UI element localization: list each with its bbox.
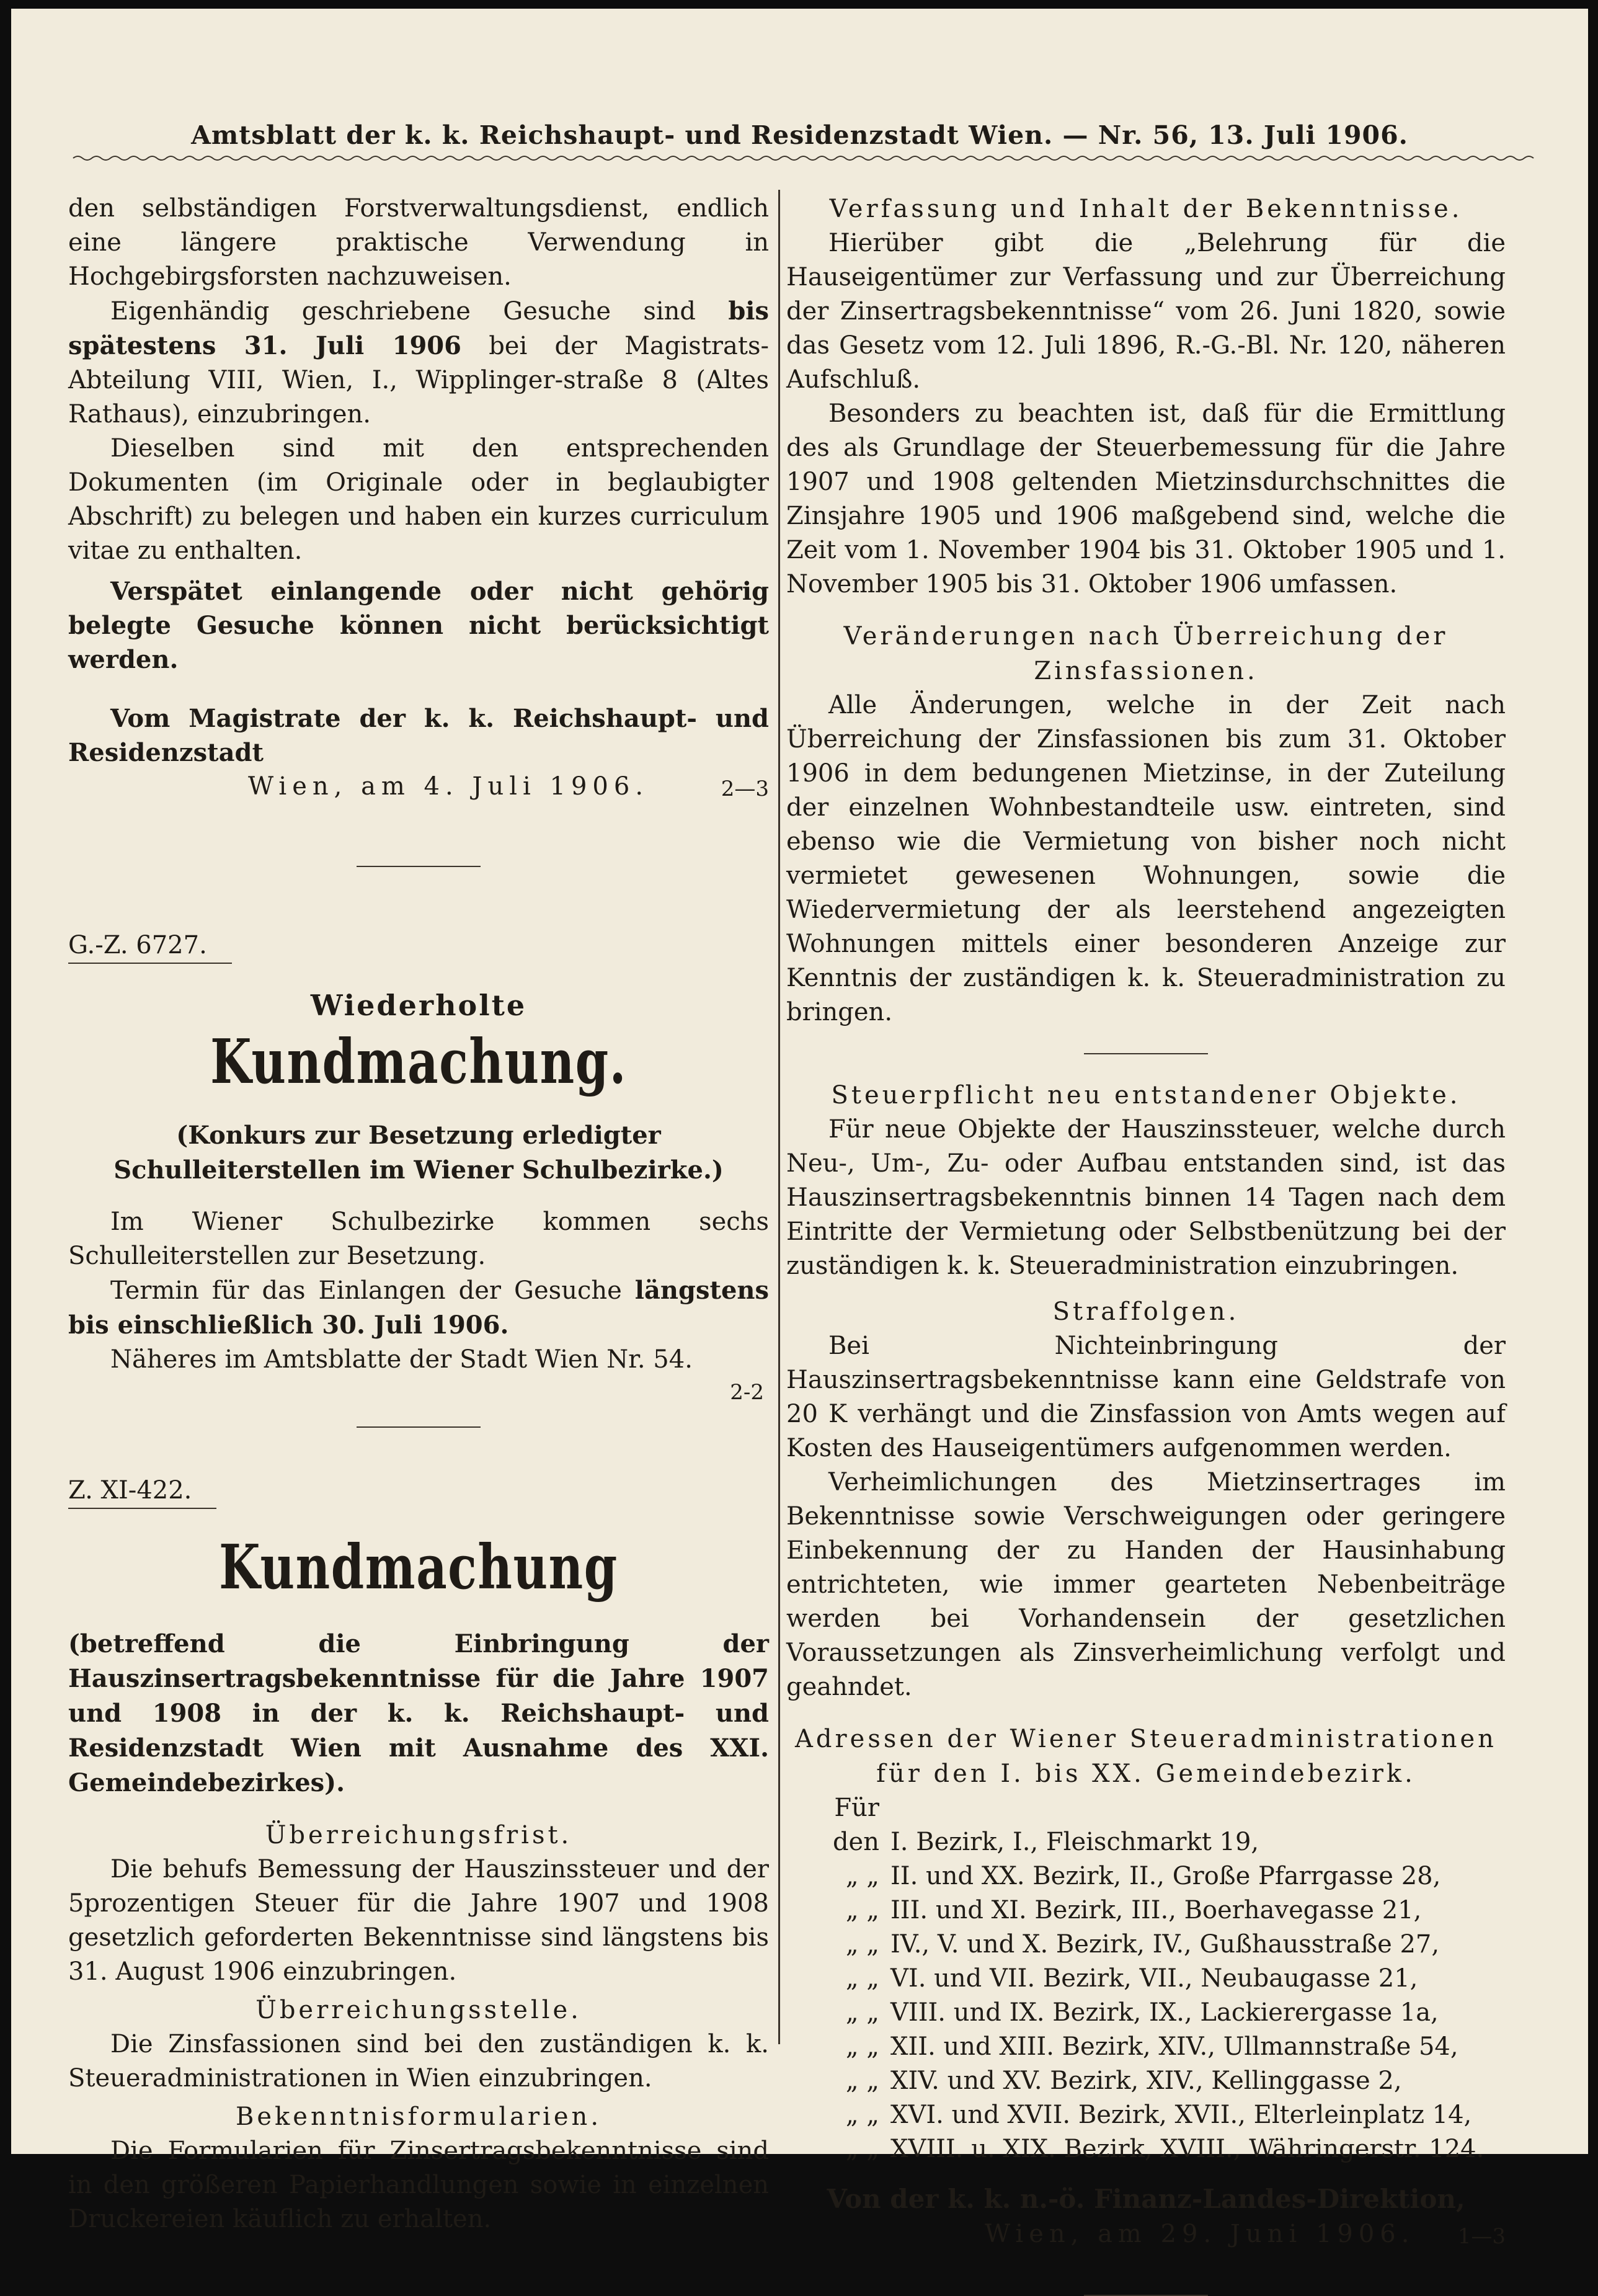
address-row	[786, 2064, 1506, 2098]
address-row	[786, 1962, 1506, 1996]
ditto-mark: „ „	[845, 1930, 879, 1959]
header-title: Amtsblatt der k. k. Reichshaupt- und Residenzstadt Wien. — Nr. 56, 13. Juli 1906.	[191, 120, 1408, 150]
text: Eigenhändig geschriebene Gesuche sind	[110, 297, 729, 326]
paragraph: Näheres im Amtsblatte der Stadt Wien Nr. 54.	[110, 1345, 693, 1374]
issue-number: 1—3	[1457, 2224, 1506, 2249]
section-heading: Überreichungsfrist.	[265, 1821, 572, 1849]
address-row	[786, 2098, 1506, 2132]
address-text: VIII. und IX. Bezirk, IX., Lackierergasse 1a,	[890, 1998, 1439, 2027]
address-row	[786, 1893, 1506, 1928]
separator	[357, 866, 481, 867]
section-heading: Adressen der Wiener Steueradministrationen	[795, 1725, 1497, 1753]
column-divider	[778, 190, 780, 2044]
address-row	[786, 1928, 1506, 1962]
subtitle: (betreffend die Einbringung der Hauszinsertragsbekenntnisse für die Jahre 1907 und 1908 in der k. k. Reichshaupt- und Residenzstadt Wien mit Ausnahme des XXI. Gemeindebezirkes).	[68, 1629, 769, 1797]
address-row	[786, 1996, 1506, 2030]
reference-number: G.-Z. 6727.	[68, 929, 232, 964]
address-text: I. Bezirk, I., Fleischmarkt 19,	[890, 1828, 1259, 1856]
ditto-mark: „ „	[845, 2135, 879, 2163]
paragraph: Die Zinsfassionen sind bei den zuständigen k. k. Steueradministrationen in Wien einzubringen.	[68, 2030, 769, 2093]
address-text: IV., V. und X. Bezirk, IV., Gußhausstraße 27,	[890, 1930, 1440, 1959]
address-list	[786, 1791, 1506, 2166]
date-line	[68, 770, 769, 804]
section-heading: Steuerpflicht neu entstandener Objekte.	[831, 1081, 1461, 1110]
address-text: III. und XI. Bezirk, III., Boerhavegasse 21,	[890, 1896, 1422, 1924]
ditto-mark: „ „	[845, 1998, 879, 2027]
section-heading: Überreichungsstelle.	[255, 1996, 582, 2024]
date-text: Wien, am 4. Juli 1906.	[248, 772, 649, 801]
subtitle: (Konkurs zur Besetzung erledigter Schulleiterstellen im Wiener Schulbezirke.)	[113, 1121, 724, 1185]
date-text: Wien, am 29. Juni 1906.	[985, 2220, 1415, 2248]
authority-line: Vom Magistrate der k. k. Reichshaupt- und Residenzstadt	[68, 704, 769, 767]
separator	[1084, 1053, 1208, 1054]
paragraph: Die Formularien für Zinsertragsbekenntnisse sind in den größeren Papierhandlungen sowie in einzelnen Druckereien käuflich zu erhalten.	[68, 2137, 769, 2233]
right-column	[786, 192, 1506, 2296]
ditto-mark: „ „	[845, 1862, 879, 1890]
section-heading: Bekenntnisformularien.	[235, 2102, 602, 2131]
section-heading: Verfassung und Inhalt der Bekenntnisse.	[829, 195, 1463, 223]
paragraph: den selbständigen Forstverwaltungsdienst, endlich eine längere praktische Verwendung in Hochgebirgsforsten nachzuweisen.	[68, 194, 769, 291]
text: bei der Magistrats-Abteilung VIII, Wien, I., Wipplinger-straße 8 (Altes Rathaus), einzubringen.	[68, 332, 769, 429]
address-text: XIV. und XV. Bezirk, XIV., Kellinggasse 2,	[890, 2067, 1402, 2095]
address-text: XVI. und XVII. Bezirk, XVII., Elterleinplatz 14,	[890, 2101, 1472, 2129]
kundmachung-title: Kundmachung	[219, 1532, 618, 1603]
ditto-mark: „ „	[845, 2067, 879, 2095]
reference-number: Z. XI-422.	[68, 1474, 216, 1509]
header-wavy-rule	[73, 154, 1534, 162]
date-line	[786, 2217, 1506, 2251]
section-heading: für den I. bis XX. Gemeindebezirk.	[876, 1760, 1416, 1788]
paragraph: Dieselben sind mit den entsprechenden Dokumenten (im Originale oder in beglaubigter Abschrift) zu belegen und haben ein kurzes curriculum vitae zu enthalten.	[68, 434, 769, 565]
paragraph: Alle Änderungen, welche in der Zeit nach Überreichung der Zinsfassionen bis zum 31. Oktober 1906 in dem bedungenen Mietzinse, in der Zuteilung der einzelnen Wohnbestandteile usw. eintreten, sind ebenso wie die Vermietung von bisher noch nicht vermietet gewesenen Wohnungen, sowie die Wiedervermietung der als leerstehend angezeigten Wohnungen mittels einer besonderen Anzeige zur Kenntnis der zuständigen k. k. Steueradministration zu bringen.	[786, 691, 1506, 1026]
address-text: II. und XX. Bezirk, II., Große Pfarrgasse 28,	[890, 1862, 1441, 1890]
paragraph: Besonders zu beachten ist, daß für die Ermittlung des als Grundlage der Steuerbemessung für die Jahre 1907 und 1908 geltenden Mietzinsdurchschnittes die Zinsjahre 1905 und 1906 maßgebend sind, welche die Zeit vom 1. November 1904 bis 31. Oktober 1905 und 1. November 1905 bis 31. Oktober 1906 umfassen.	[786, 399, 1506, 598]
paragraph-bold: Verspätet einlangende oder nicht gehörig belegte Gesuche können nicht berücksichtigt werden.	[68, 577, 769, 674]
address-text: XII. und XIII. Bezirk, XIV., Ullmannstraße 54,	[890, 2032, 1458, 2061]
signature-line: Von der k. k. n.-ö. Finanz-Landes-Direktion,	[827, 2184, 1465, 2214]
address-row	[786, 1859, 1506, 1893]
paragraph	[68, 1273, 769, 1343]
paragraph	[68, 294, 769, 432]
section-heading: Straffolgen.	[1052, 1297, 1240, 1326]
newspaper-page	[11, 9, 1588, 2249]
address-row	[786, 1791, 1506, 1859]
address-text: VI. und VII. Bezirk, VII., Neubaugasse 21,	[890, 1964, 1418, 1993]
issue-number: 2—3	[721, 776, 769, 801]
paragraph: Bei Nichteinbringung der Hauszinsertragsbekenntnisse kann eine Geldstrafe von 20 K verhängt und die Zinsfassion von Amts wegen auf Kosten des Hauseigentümers aufgenommen werden.	[786, 1332, 1506, 1462]
paragraph: Für neue Objekte der Hauszinssteuer, welche durch Neu-, Um-, Zu- oder Aufbau entstanden sind, ist das Hauszinsertragsbekenntnis binnen 14 Tagen nach dem Eintritte der Vermietung oder Selbstbenützung bei der zuständigen k. k. Steueradministration einzubringen.	[786, 1115, 1506, 1280]
paragraph: Die behufs Bemessung der Hauszinssteuer und der 5prozentigen Steuer für die Jahre 1907 und 1908 gesetzlich geforderten Bekenntnisse sind längstens bis 31. August 1906 einzubringen.	[68, 1855, 769, 1986]
paragraph: Verheimlichungen des Mietzinsertrages im Bekenntnisse sowie Verschweigungen oder geringere Einbekennung der zu Handen der Hausinhabung entrichteten, wie immer gearteten Nebenbeiträge werden bei Vorhandensein der gesetzlichen Voraussetzungen als Zinsverheimlichung verfolgt und geahndet.	[786, 1468, 1506, 1701]
ditto-mark: „ „	[845, 2101, 879, 2129]
section-heading: Veränderungen nach Überreichung der Zinsfassionen.	[843, 622, 1449, 685]
address-text: XVIII. u. XIX. Bezirk, XVIII., Währingerstr. 124.	[890, 2135, 1485, 2163]
bold-text: längstens bis einschließlich 30. Juli 1906.	[68, 1276, 769, 1340]
issue-number: 2-2	[730, 1380, 764, 1405]
paragraph: Im Wiener Schulbezirke kommen sechs Schulleiterstellen zur Besetzung.	[68, 1208, 769, 1270]
bold-text: bis spätestens 31. Juli 1906	[68, 296, 769, 360]
ditto-mark: „ „	[845, 2032, 879, 2061]
page-header	[11, 120, 1588, 150]
ditto-mark: „ „	[845, 1896, 879, 1924]
text: Termin für das Einlangen der Gesuche	[110, 1276, 635, 1305]
wiederholte-heading: Wiederholte	[310, 989, 527, 1022]
paragraph: Hierüber gibt die „Belehrung für die Hauseigentümer zur Verfassung und zur Überreichung der Zinsertragsbekenntnisse“ vom 26. Juni 1820, sowie das Gesetz vom 12. Juli 1896, R.-G.-Bl. Nr. 120, näheren Aufschluß.	[786, 229, 1506, 394]
kundmachung-title: Kundmachung.	[210, 1026, 627, 1098]
ditto-mark: „ „	[845, 1964, 879, 1993]
address-label: Für den	[832, 1794, 879, 1856]
address-row	[786, 2132, 1506, 2166]
separator	[357, 1426, 481, 1428]
address-row	[786, 2030, 1506, 2064]
left-column	[68, 192, 769, 2236]
